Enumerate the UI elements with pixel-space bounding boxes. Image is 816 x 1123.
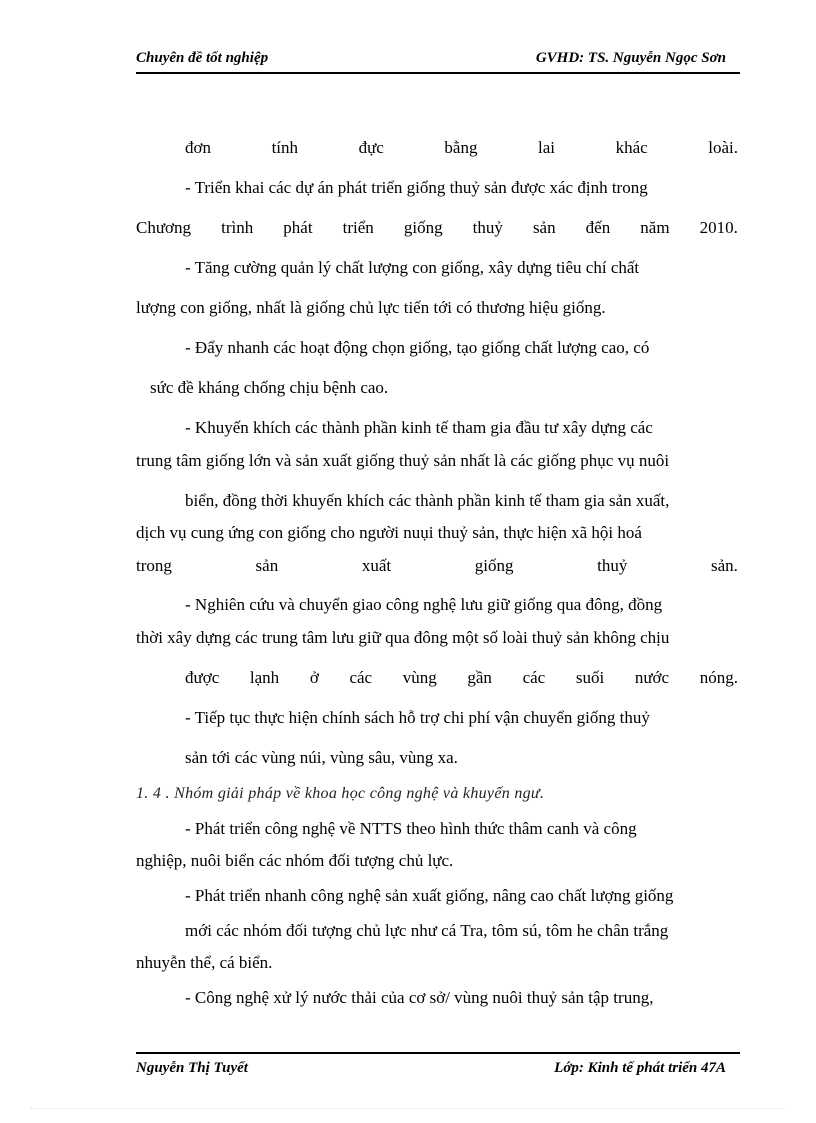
word: các (349, 668, 373, 687)
word: tính (271, 138, 299, 157)
text-line-1 (185, 137, 738, 159)
text-line-14: thời xây dựng các trung tâm lưu giữ qua đông một số loài thuỷ sản không chịu (136, 628, 670, 647)
text-line-9: trung tâm giống lớn và sản xuất giống thuỷ sản nhất là các giống phục vụ nuôi (136, 451, 670, 470)
word: giống (403, 218, 443, 237)
header-title: Chuyên đề tốt nghiệp (136, 50, 269, 66)
word: khác (615, 138, 648, 157)
text-line-19: nghiệp, nuôi biển các nhóm đối tượng chủ lực. (136, 851, 454, 870)
word: các (522, 668, 546, 687)
word: được (185, 668, 220, 687)
word: triển (342, 218, 374, 237)
text-line-20: - Phát triển nhanh công nghệ sản xuất giống, nâng cao chất lượng giống (185, 886, 674, 905)
text-line-22: nhuyễn thể, cá biển. (136, 953, 273, 972)
text-line-16: - Tiếp tục thực hiện chính sách hỗ trợ chi phí vận chuyển giống thuỷ (185, 708, 650, 727)
word: đơn (185, 138, 211, 157)
text-line-6: - Đẩy nhanh các hoạt động chọn giống, tạo giống chất lượng cao, có (185, 338, 650, 357)
word: xuất (361, 556, 392, 575)
word: đến (585, 218, 611, 237)
text-line-13: - Nghiên cứu và chuyển giao công nghệ lưu giữ giống qua đông, đồng (185, 595, 663, 614)
footer-author: Nguyễn Thị Tuyết (136, 1060, 248, 1076)
text-line-17: sản tới các vùng núi, vùng sâu, vùng xa. (185, 748, 458, 767)
header-advisor: GVHD: TS. Nguyễn Ngọc Sơn (535, 50, 726, 66)
text-line-18: - Phát triển công nghệ về NTTS theo hình thức thâm canh và công (185, 819, 637, 838)
text-line-8: - Khuyến khích các thành phần kinh tế tham gia đầu tư xây dựng các (185, 418, 653, 437)
word: loài. (708, 138, 738, 157)
word: Chương (136, 218, 192, 237)
page-bottom-rule (30, 1108, 786, 1109)
text-line-10: biển, đồng thời khuyến khích các thành phần kinh tế tham gia sản xuất, (185, 491, 670, 510)
text-line-12 (136, 555, 738, 577)
word: sản. (711, 556, 738, 575)
word: thuỷ (472, 218, 503, 237)
word: 2010. (699, 218, 738, 237)
word: trong (136, 556, 172, 575)
text-line-5: lượng con giống, nhất là giống chủ lực tiến tới có thương hiệu giống. (136, 298, 606, 317)
page-footer (136, 1052, 740, 1082)
word: gần (467, 668, 492, 687)
word: thuỷ (597, 556, 628, 575)
text-line-21: mới các nhóm đối tượng chủ lực như cá Tra, tôm sú, tôm he chân trắng (185, 921, 669, 940)
text-line-11: dịch vụ cung ứng con giống cho người nuụi thuỷ sản, thực hiện xã hội hoá (136, 523, 642, 542)
text-line-4: - Tăng cường quản lý chất lượng con giống, xây dựng tiêu chí chất (185, 258, 640, 277)
word: sản (255, 556, 279, 575)
page-header (136, 48, 740, 74)
word: năm (640, 218, 670, 237)
word: lạnh (249, 668, 280, 687)
word: lai (538, 138, 556, 157)
text-line-3 (136, 217, 738, 239)
word: giống (474, 556, 514, 575)
text-line-23: - Công nghệ xử lý nước thải của cơ sở/ vùng nuôi thuỷ sản tập trung, (185, 988, 654, 1007)
word: đực (358, 138, 384, 157)
text-line-2: - Triển khai các dự án phát triển giống thuỷ sản được xác định trong (185, 178, 648, 197)
word: ở (309, 668, 319, 687)
section-heading: 1. 4 . Nhóm giải pháp về khoa học công nghệ và khuyến ngư. (136, 785, 545, 802)
word: nước (634, 668, 670, 687)
word: phát (283, 218, 313, 237)
word: bằng (444, 138, 478, 157)
text-line-7: sức đề kháng chống chịu bệnh cao. (150, 378, 389, 397)
footer-class: Lớp: Kinh tế phát triển 47A (554, 1060, 726, 1076)
word: suối (575, 668, 605, 687)
word: sản (532, 218, 556, 237)
word: vùng (402, 668, 437, 687)
text-line-15 (185, 667, 738, 689)
word: nóng. (699, 668, 738, 687)
word: trình (221, 218, 254, 237)
